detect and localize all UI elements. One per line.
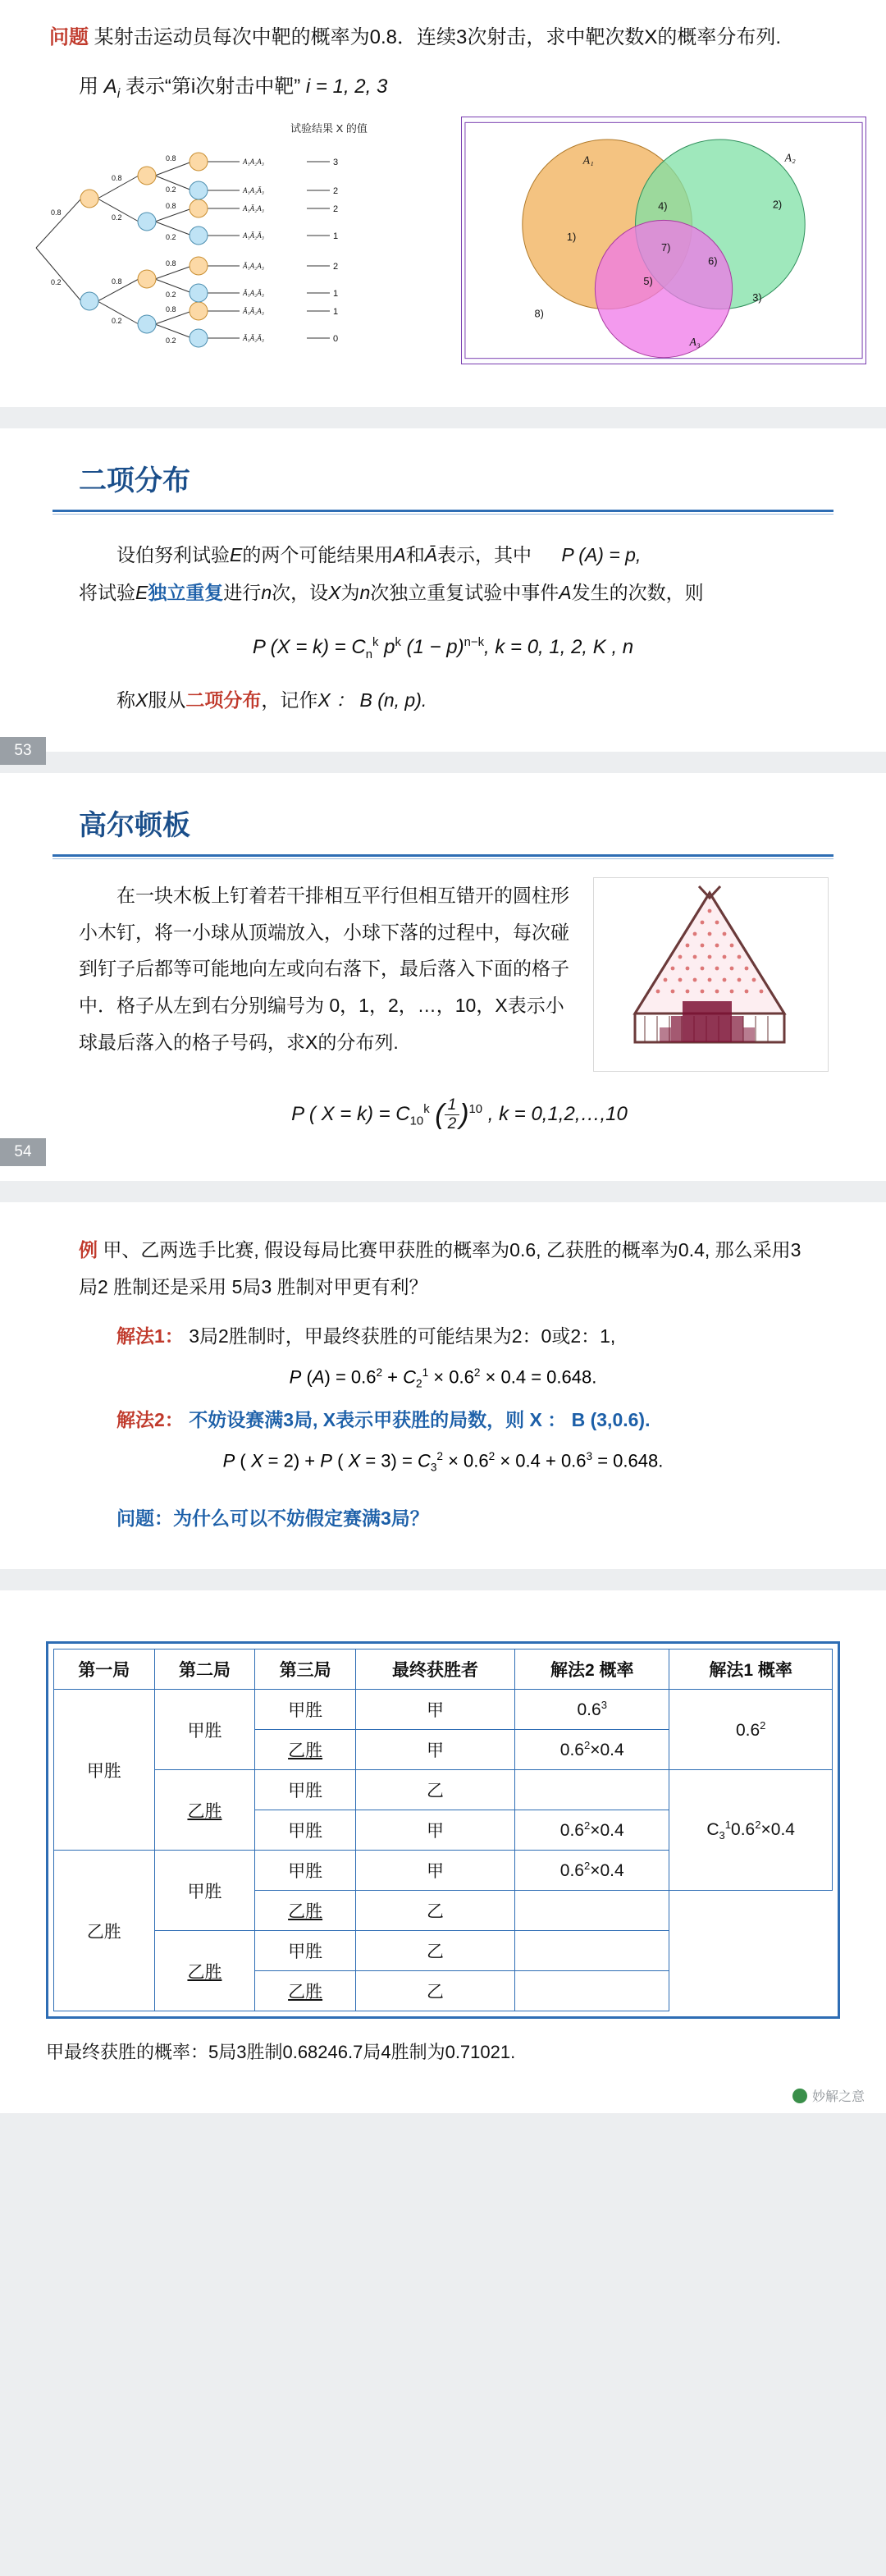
table-border: [46, 1641, 840, 2019]
cell-prob2: [515, 1931, 669, 1971]
page-number-53: 53: [0, 737, 46, 765]
cell-game3: 乙胜: [255, 1971, 356, 2011]
svg-text:8): 8): [534, 307, 544, 320]
binomial-tail: [0, 676, 886, 719]
p2-n: n: [261, 581, 272, 603]
svg-text:2: 2: [333, 204, 339, 214]
notation-range: i = 1, 2, 3: [305, 75, 388, 98]
galton-formula: P ( $X = k) = C_{10}^k$ ( $\frac{1}{2}$ )$^{10}$ , k = 0,1,2,…,10: [291, 1096, 628, 1132]
svg-text:A₁A₂A₃: A₁A₂A₃: [243, 157, 264, 166]
th-game1: 第一局: [54, 1649, 155, 1690]
cell-prob2: $0.6^2\times 0.4$: [515, 1851, 669, 1891]
slide-galton: [0, 773, 886, 1181]
p1-c: 和: [405, 543, 425, 565]
th-prob1: 解法1 概率: [669, 1649, 833, 1690]
p1-symbol-A: A: [393, 543, 406, 565]
spacer: [0, 407, 886, 428]
tail-a: 称: [116, 689, 135, 711]
svg-text:3): 3): [752, 291, 762, 304]
svg-text:A₂: A₂: [784, 151, 796, 164]
tail-d: X ： B (n, p).: [317, 689, 427, 711]
solution1-formula: P $(A) = 0.6^2 + C_2^1 \times 0.6^2 \times 0.4 = 0.648$.: [289, 1366, 597, 1391]
svg-text:6): 6): [708, 254, 718, 268]
galton-row: [0, 859, 886, 1072]
svg-text:5): 5): [643, 275, 653, 288]
svg-text:2): 2): [772, 198, 783, 211]
tail-X: X: [135, 689, 148, 711]
cell-game1: 甲胜: [54, 1690, 155, 1851]
th-game3: 第三局: [255, 1649, 356, 1690]
p1-symbol-Abar: Ā: [424, 543, 438, 565]
table-wrapper: [0, 1620, 886, 2027]
svg-text:1: 1: [333, 231, 339, 241]
cell-winner: 乙: [355, 1931, 514, 1971]
p2-X: X: [328, 581, 341, 603]
slide-problem: [0, 0, 886, 407]
solution2-text: 不妨设赛满3局, X表示甲获胜的局数，则 X ： B (3,0.6).: [189, 1409, 651, 1431]
cell-game2: 甲胜: [154, 1851, 255, 1931]
cell-game2: 乙胜: [154, 1770, 255, 1851]
cell-winner: 甲: [355, 1851, 514, 1891]
p1-b: 的两个可能结果用: [242, 543, 394, 565]
cell-prob2: [515, 1770, 669, 1810]
cell-winner: 乙: [355, 1770, 514, 1810]
svg-text:0.8: 0.8: [112, 173, 122, 182]
table-header-row: [54, 1649, 833, 1690]
cell-prob2: $0.6^2\times 0.4$: [515, 1730, 669, 1770]
p2-c: 次，设: [272, 581, 329, 603]
watermark: [792, 2086, 865, 2105]
slide-title-binomial: 二项分布: [79, 464, 190, 496]
svg-text:2: 2: [333, 185, 339, 196]
cell-game1: 乙胜: [54, 1851, 155, 2011]
spacer: [0, 752, 886, 773]
svg-text:0.8: 0.8: [112, 277, 122, 286]
watermark-text: 妙解之意: [811, 2090, 865, 2105]
spacer: [0, 1181, 886, 1202]
th-prob2: 解法2 概率: [515, 1649, 669, 1690]
svg-text:1: 1: [333, 306, 339, 317]
svg-text:2: 2: [333, 261, 339, 272]
p1-symbol-E: E: [230, 543, 243, 565]
th-game2: 第二局: [154, 1649, 255, 1690]
match-outcome-table: [53, 1649, 833, 2011]
tail-b: 服从: [148, 689, 186, 711]
problem-paragraph: [0, 20, 886, 55]
cell-game3: 甲胜: [255, 1931, 356, 1971]
svg-text:1: 1: [333, 288, 339, 299]
p2-e: 次独立重复试验中事件: [370, 581, 559, 603]
tail-keyword: 二项分布: [185, 689, 262, 711]
p2-n2: n: [359, 581, 371, 603]
example-label: 例: [79, 1238, 98, 1261]
p2-symbol-E: E: [135, 581, 148, 603]
notation-mid: 表示“第i次射击中靶”: [125, 75, 301, 98]
cell-game3: 甲胜: [255, 1690, 356, 1730]
question-text: 问题：为什么可以不妨假定赛满3局？: [116, 1507, 429, 1529]
p2-f: 发生的次数，则: [571, 581, 704, 603]
svg-text:0.2: 0.2: [166, 232, 176, 241]
svg-text:A₁Ā₂Ā₃: A₁Ā₂Ā₃: [243, 231, 264, 240]
svg-text:0.2: 0.2: [166, 185, 176, 194]
svg-text:0.8: 0.8: [166, 201, 176, 210]
cell-winner: 甲: [355, 1730, 514, 1770]
solution2-formula: P ( X = 2) + P ( $X = 3) = C_3^2 \times 0.6^2 \times 0.4 + 0.6^3 = 0.648$.: [222, 1449, 664, 1474]
th-winner: 最终获胜者: [355, 1649, 514, 1690]
cell-game3: 乙胜: [255, 1730, 356, 1770]
event-subscript-i: i: [116, 86, 121, 101]
cell-prob1: $0.6^2$: [669, 1690, 833, 1770]
problem-text: 某射击运动员每次中靶的概率为0.8．连续3次射击，求中靶次数X的概率分布列.: [94, 26, 782, 48]
svg-text:0.2: 0.2: [166, 290, 176, 299]
tree-svg: [20, 117, 446, 379]
tail-c: ，记作: [261, 689, 318, 711]
cell-game3: 甲胜: [255, 1770, 356, 1810]
svg-text:7): 7): [661, 240, 671, 254]
svg-text:0.2: 0.2: [112, 213, 122, 222]
cell-prob2: [515, 1971, 669, 2011]
spacer: [0, 1569, 886, 1590]
cell-game3: 甲胜: [255, 1851, 356, 1891]
probability-tree-diagram: [20, 117, 446, 387]
cell-game2: 甲胜: [154, 1690, 255, 1770]
solution2-label: 解法2：: [116, 1409, 184, 1431]
p1-d: 表示，其中: [437, 543, 532, 565]
svg-text:Ā₁A₂Ā₃: Ā₁A₂Ā₃: [243, 288, 264, 297]
venn-svg: [462, 117, 865, 364]
follow-up-question: [0, 1485, 886, 1537]
example-paragraph: [0, 1232, 886, 1306]
problem-label: 问题: [49, 26, 89, 48]
svg-text:0.2: 0.2: [51, 277, 62, 286]
svg-text:3: 3: [333, 157, 339, 167]
galton-paragraph: 在一块木板上钉着若干排相互平行但相互错开的圆柱形小木钉，将一小球从顶端放入，小球下落的过程中，每次碰到钉子后都等可能地向左或向右落下，最后落入下面的格子中．格子从左到右分别编号为 0，1，2，…，10，X表示小球最后落入的格子号码，求X的分布列.: [79, 884, 569, 1054]
notation-pre: 用: [79, 75, 98, 98]
page-number-54: 54: [0, 1138, 46, 1166]
svg-text:0.2: 0.2: [166, 336, 176, 345]
p2-d: 为: [340, 581, 360, 603]
svg-text:Ā₁Ā₂A₃: Ā₁Ā₂A₃: [243, 306, 264, 315]
slide-table: [0, 1590, 886, 2113]
table-row: [54, 1770, 833, 1810]
svg-text:0.8: 0.8: [166, 259, 176, 268]
watermark-icon: [792, 2089, 807, 2103]
svg-text:A₁: A₁: [582, 153, 594, 167]
svg-text:4): 4): [658, 199, 668, 213]
cell-winner: 甲: [355, 1690, 514, 1730]
p1-a: 设伯努利试验: [116, 543, 230, 565]
svg-text:Ā₁Ā₂Ā₃: Ā₁Ā₂Ā₃: [243, 333, 264, 342]
svg-text:Ā₁A₂A₃: Ā₁A₂A₃: [243, 261, 264, 270]
event-symbol-A: A: [103, 75, 117, 98]
table-note: 甲最终获胜的概率：5局3胜制0.68246.7局4胜制为0.71021.: [46, 2042, 516, 2063]
solution1-label: 解法1：: [116, 1325, 184, 1347]
solution1-line: [0, 1305, 886, 1355]
svg-text:A₁Ā₂A₃: A₁Ā₂A₃: [243, 204, 264, 213]
solution2-line: [0, 1402, 886, 1439]
cell-winner: 乙: [355, 1971, 514, 2011]
svg-text:A₃: A₃: [689, 335, 701, 348]
galton-text: [79, 877, 573, 1061]
svg-text:1): 1): [566, 230, 577, 243]
table-row: [54, 1690, 833, 1730]
tree-caption: 试验结果 X 的值: [290, 121, 368, 135]
binomial-formula: P $(X = k) = C_n^k$ $p^k$ $(1 - p)^{n-k}$, k = 0, 1, 2, K , n: [252, 635, 634, 661]
cell-winner: 甲: [355, 1810, 514, 1851]
binomial-body: [0, 515, 886, 611]
cell-prob2: $0.6^2\times 0.4$: [515, 1810, 669, 1851]
slide-example: [0, 1202, 886, 1570]
cell-game3: 甲胜: [255, 1810, 356, 1851]
example-text: 甲、乙两选手比赛, 假设每局比赛甲获胜的概率为0.6, 乙获胜的概率为0.4, 那么采用3 局2 胜制还是采用 5局3 胜制对甲更有利？: [79, 1238, 802, 1297]
cell-prob2: $0.6^3$: [515, 1690, 669, 1730]
svg-text:0: 0: [333, 333, 339, 344]
svg-text:0.2: 0.2: [112, 316, 122, 325]
slide-binomial: [0, 428, 886, 759]
table-row: [54, 1931, 833, 1971]
svg-text:0.8: 0.8: [51, 208, 62, 217]
svg-text:0.8: 0.8: [166, 153, 176, 162]
svg-text:0.8: 0.8: [166, 304, 176, 313]
slide-title-galton: 高尔顿板: [79, 809, 190, 841]
galton-svg: [594, 878, 826, 1069]
cell-prob2: [515, 1891, 669, 1931]
p1-formula: P (A) = p,: [561, 543, 642, 565]
p2-b: 进行: [223, 581, 262, 603]
cell-game3: 乙胜: [255, 1891, 356, 1931]
cell-game2: 乙胜: [154, 1931, 255, 2011]
venn-diagram: [461, 117, 866, 364]
notation-line: [0, 55, 886, 102]
p2-A: A: [559, 581, 572, 603]
cell-prob1: $C_3^10.6^2\times 0.4$: [669, 1770, 833, 1891]
p2-keyword: 独立重复: [148, 581, 224, 603]
figure-row: [0, 117, 886, 407]
p2-a: 将试验: [79, 581, 135, 603]
cell-winner: 乙: [355, 1891, 514, 1931]
galton-board-image: [593, 877, 829, 1072]
solution1-text: 3局2胜制时，甲最终获胜的可能结果为2：0或2：1,: [189, 1325, 616, 1347]
svg-text:A₁A₂Ā₃: A₁A₂Ā₃: [243, 185, 264, 194]
